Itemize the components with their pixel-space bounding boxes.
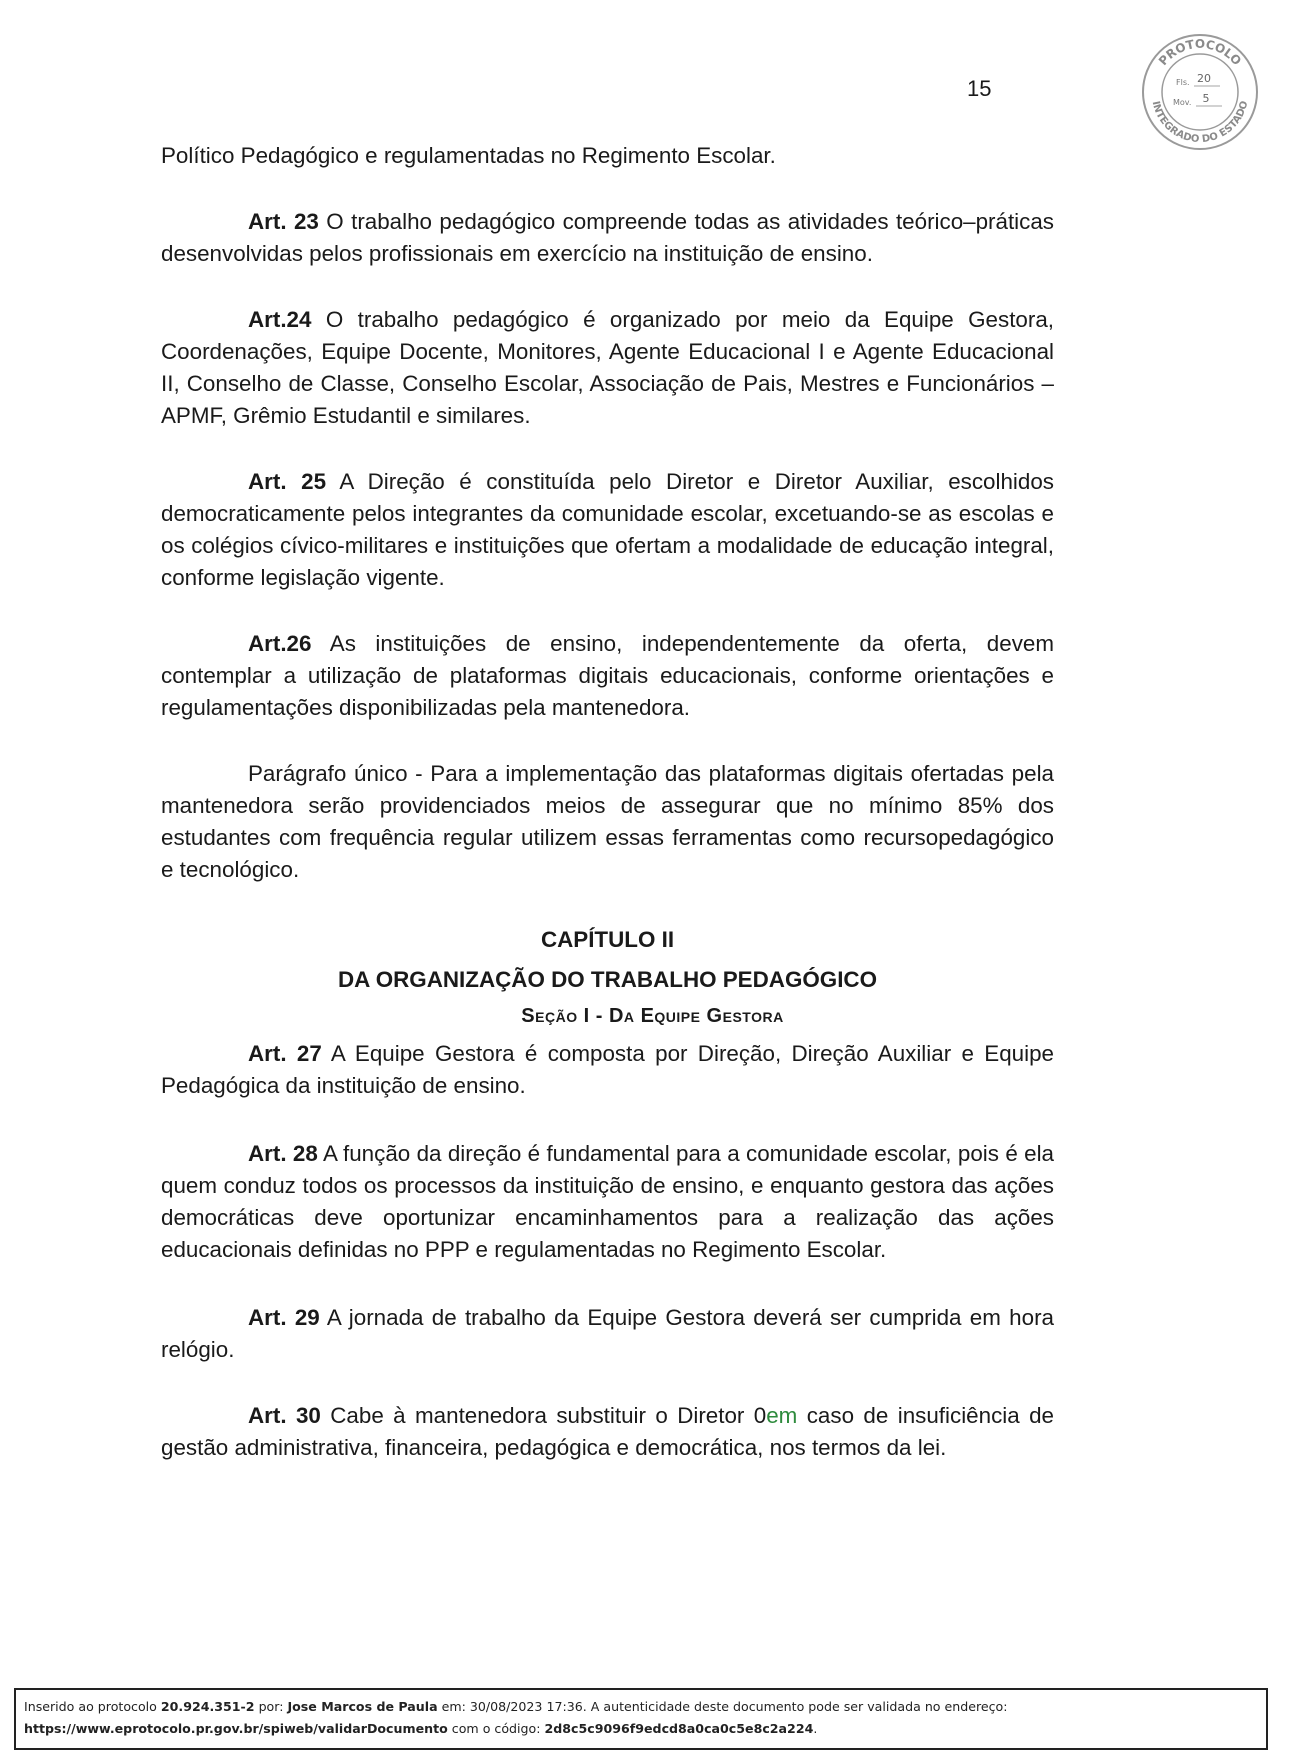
article-30-label: Art. 30	[248, 1403, 321, 1428]
paragraph-continuation: Político Pedagógico e regulamentadas no Regimento Escolar.	[161, 143, 776, 168]
footer-validation-link[interactable]: https://www.eprotocolo.pr.gov.br/spiweb/validarDocumento	[24, 1721, 448, 1736]
article-27-label: Art. 27	[248, 1041, 322, 1066]
article-30-green-text: em	[766, 1403, 798, 1428]
article-24-label: Art.24	[248, 307, 312, 332]
article-26	[161, 628, 1054, 724]
article-28-label: Art. 28	[248, 1141, 318, 1166]
article-28-text: A função da direção é fundamental para a comunidade escolar, pois é ela quem conduz todos os processos da instituição de ensino, e enquanto gestora das ações democráticas deve oportunizar encaminhamentos para a realização das ações educacionais definidas no PPP e regulamentadas no Regimento Escolar.	[161, 1141, 1055, 1262]
article-25-text: A Direção é constituída pelo Diretor e Diretor Auxiliar, escolhidos democraticamente pelos integrantes da comunidade escolar, excetuando-se as escolas e os colégios cívico-militares e instituições que ofertam a modalidade de educação integral, conforme legislação vigente.	[161, 469, 1055, 590]
article-25	[161, 466, 1054, 594]
footer-author: Jose Marcos de Paula	[287, 1699, 438, 1714]
article-26-label: Art.26	[248, 631, 312, 656]
page-number: 15	[967, 76, 992, 101]
article-25-label: Art. 25	[248, 469, 327, 494]
article-23-label: Art. 23	[248, 209, 319, 234]
section-title: Seção I - Da Equipe Gestora	[521, 1005, 784, 1027]
footer-text: com o código:	[447, 1721, 545, 1736]
paragraph-unico: Parágrafo único - Para a implementação das plataformas digitais ofertadas pela mantenedora serão providenciados meios de assegurar que no mínimo 85% dos estudantes com frequência regular utilizem essas ferramentas como recursopedagógico e tecnológico.	[161, 761, 1054, 882]
footer-text: em: 30/08/2023 17:36. A autenticidade deste documento pode ser validada no endereço:	[437, 1699, 1008, 1714]
footer-text: Inserido ao protocolo	[24, 1699, 161, 1714]
article-29	[161, 1302, 1054, 1366]
stamp-mov-label: Mov.	[1173, 98, 1192, 107]
article-23-text: O trabalho pedagógico compreende todas as atividades teórico–práticas desenvolvidas pelos profissionais em exercício na instituição de ensino.	[161, 209, 1054, 266]
article-30-text-a: Cabe à mantenedora substituir o Diretor 0	[320, 1403, 767, 1428]
article-24-text: O trabalho pedagógico é organizado por meio da Equipe Gestora, Coordenações, Equipe Docente, Monitores, Agente Educacional I e Agente Educacional II, Conselho de Classe, Conselho Escolar, Associação de Pais, Mestres e Funcionários – APMF, Grêmio Estudantil e similares.	[161, 307, 1054, 428]
article-29-text: A jornada de trabalho da Equipe Gestora deverá ser cumprida em hora relógio.	[161, 1305, 1054, 1362]
article-30	[161, 1400, 1054, 1464]
svg-text:PROTOCOLO	[1156, 37, 1244, 68]
protocol-stamp	[1140, 32, 1260, 152]
chapter-heading: CAPÍTULO II	[540, 927, 675, 952]
stamp-mov-value: 5	[1202, 92, 1210, 105]
article-30-text-b: caso de insuficiência de gestão administrativa, financeira, pedagógica e democrática, nos termos da lei.	[161, 1403, 1054, 1460]
footer-text: .	[813, 1721, 818, 1736]
article-27-text: A Equipe Gestora é composta por Direção, Direção Auxiliar e Equipe Pedagógica da instituição de ensino.	[161, 1041, 1054, 1098]
stamp-fls-label: Fls.	[1176, 78, 1190, 87]
footer-line-2	[24, 1718, 1258, 1740]
footer-protocol-number: 20.924.351-2	[160, 1699, 255, 1714]
stamp-fls-value: 20	[1197, 72, 1211, 85]
protocol-footer	[14, 1688, 1268, 1750]
article-23	[161, 206, 1054, 270]
article-27	[161, 1038, 1054, 1102]
footer-validation-code: 2d8c5c9096f9edcd8a0ca0c5e8c2a224	[544, 1721, 814, 1736]
footer-text: por:	[254, 1699, 288, 1714]
article-24	[161, 304, 1054, 432]
document-body	[161, 140, 1054, 1464]
article-29-label: Art. 29	[248, 1305, 320, 1330]
chapter-title: DA ORGANIZAÇÃO DO TRABALHO PEDAGÓGICO	[337, 967, 878, 992]
article-26-text: As instituições de ensino, independentemente da oferta, devem contemplar a utilização de plataformas digitais educacionais, conforme orientações e regulamentações disponibilizadas pela mantenedora.	[161, 631, 1054, 720]
article-28	[161, 1138, 1054, 1266]
footer-line-1	[24, 1696, 1258, 1718]
stamp-top-text: PROTOCOLO	[1155, 37, 1245, 69]
stamp-bottom-text: INTEGRADO DO ESTADO	[1149, 99, 1251, 146]
